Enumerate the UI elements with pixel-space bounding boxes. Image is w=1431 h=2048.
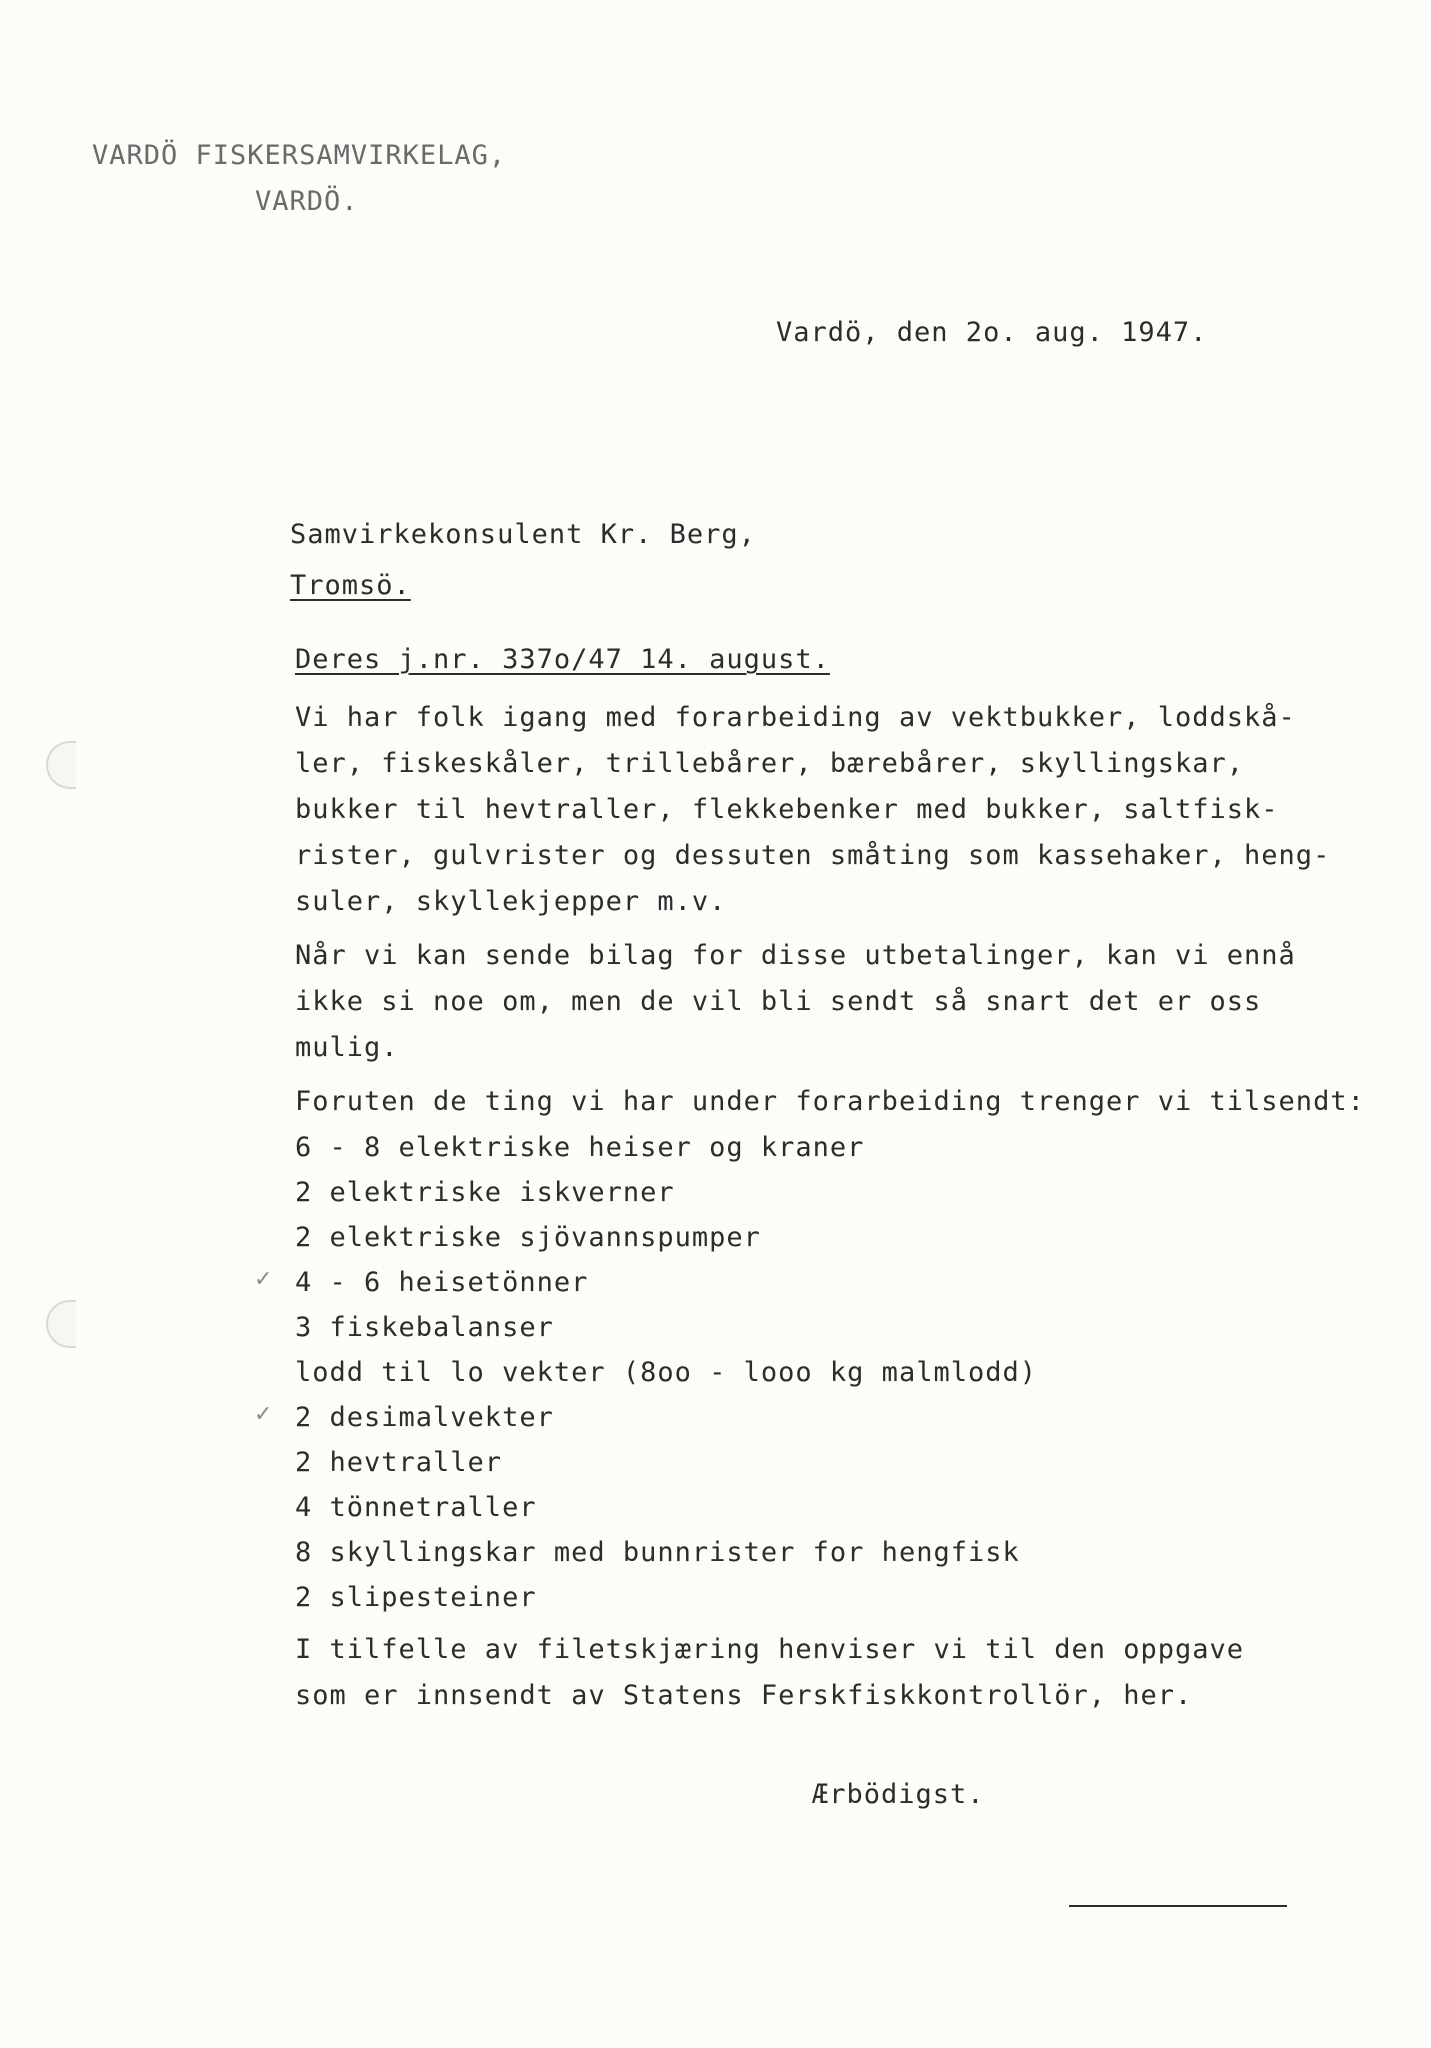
recipient-name: Samvirkekonsulent Kr. Berg,: [290, 519, 756, 550]
paragraph1-line-4: rister, gulvrister og dessuten småting som kassehaker, heng-: [295, 840, 1331, 871]
letterhead-city: VARDÖ.: [255, 186, 359, 217]
closing-paragraph-line-2: som er innsendt av Statens Ferskfiskkontrollör, her.: [295, 1680, 1193, 1711]
list-item: 4 tönnetraller: [295, 1492, 537, 1523]
date-line: Vardö, den 2o. aug. 1947.: [776, 317, 1208, 348]
punch-hole-top: [46, 741, 76, 789]
list-item: 2 slipesteiner: [295, 1582, 537, 1613]
closing-paragraph-line-1: I tilfelle av filetskjæring henviser vi til den oppgave: [295, 1634, 1245, 1665]
list-item: lodd til lo vekter (8oo - looo kg malmlodd): [295, 1357, 1037, 1388]
paragraph1-line-1: Vi har folk igang med forarbeiding av vektbukker, loddskå-: [295, 702, 1296, 733]
list-item: 2 elektriske sjövannspumper: [295, 1222, 761, 1253]
paragraph2-line-1: Når vi kan sende bilag for disse utbetalinger, kan vi ennå: [295, 940, 1296, 971]
list-item: 8 skyllingskar med bunnrister for hengfisk: [295, 1537, 1020, 1568]
list-item: 3 fiskebalanser: [295, 1312, 554, 1343]
paragraph1-line-5: suler, skyllekjepper m.v.: [295, 886, 727, 917]
signature-line: [1069, 1905, 1287, 1907]
list-item: 2 elektriske iskverner: [295, 1177, 675, 1208]
letterhead-org: VARDÖ FISKERSAMVIRKELAG,: [92, 140, 507, 171]
list-item: 2 desimalvekter: [295, 1402, 554, 1433]
list-item: 2 hevtraller: [295, 1447, 503, 1478]
recipient-city: Tromsö.: [290, 570, 411, 601]
checkmark-icon: ✓: [254, 1267, 274, 1292]
paragraph2-line-3: mulig.: [295, 1032, 399, 1063]
list-item: 4 - 6 heisetönner: [295, 1267, 589, 1298]
paragraph1-line-2: ler, fiskeskåler, trillebårer, bærebårer, skyllingskar,: [295, 748, 1245, 779]
checkmark-icon: ✓: [254, 1402, 274, 1427]
paragraph2-line-2: ikke si noe om, men de vil bli sendt så snart det er oss: [295, 986, 1262, 1017]
punch-hole-bottom: [46, 1300, 76, 1348]
paragraph1-line-3: bukker til hevtraller, flekkebenker med bukker, saltfisk-: [295, 794, 1279, 825]
reference-line: Deres j.nr. 337o/47 14. august.: [295, 644, 830, 675]
list-intro: Foruten de ting vi har under forarbeiding trenger vi tilsendt:: [295, 1086, 1365, 1117]
closing-salutation: Ærbödigst.: [812, 1779, 985, 1810]
list-item: 6 - 8 elektriske heiser og kraner: [295, 1132, 865, 1163]
